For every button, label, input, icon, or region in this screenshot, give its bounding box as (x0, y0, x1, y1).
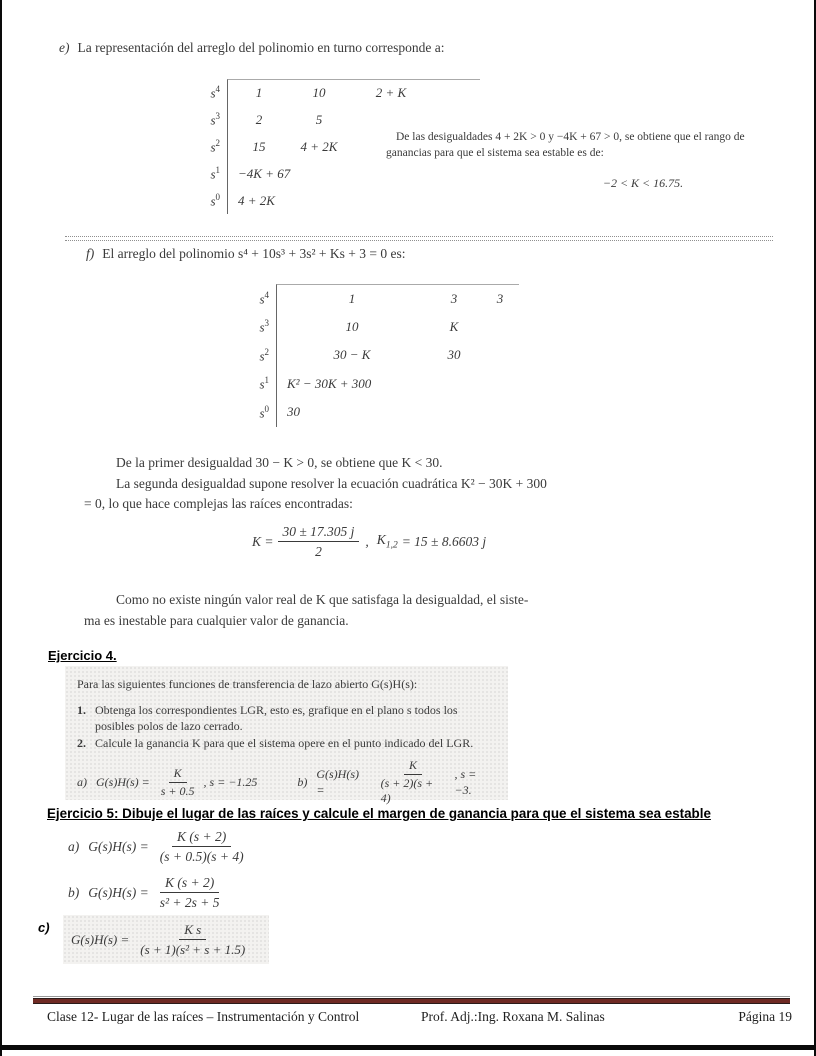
routh-row-label: $s^1$ (210, 164, 220, 182)
routh-row-label: $s^4$ (210, 83, 220, 101)
stability-note-line1: De las desigualdades 4 + 2K > 0 y −4K + 67 > 0, se obtiene que el rango de (396, 131, 745, 143)
ejercicio-4-formulas (77, 758, 496, 806)
fraction: $\frac{K}{s + 0.5}$ (160, 765, 195, 798)
routh-row (243, 341, 519, 370)
equation-rhs: = 15 ± 8.6603 j (401, 533, 487, 549)
ejercicio-5-formula-a: a) G(s)H(s) = $\frac{K (s + 2)}{(s + 0.5)(s + 4)}$ (68, 828, 253, 865)
routh-row-label: $s^2$ (210, 137, 220, 155)
gain-range-result: −2 < K < 16.75. (602, 176, 684, 190)
page-bottom-border (2, 1045, 814, 1050)
section-f-paragraph-1 (84, 453, 547, 515)
fraction: $\frac{\text{K s}}{\text{(s + 1)(s² + s + 1.5)}}$ (140, 922, 246, 957)
section-f-label: f) (86, 246, 95, 261)
operating-point: , s = −3. (454, 766, 477, 797)
routh-row-label: $s^2$ (259, 346, 269, 363)
section-e-intro (59, 40, 445, 56)
routh-row-cells: 10 K (276, 313, 519, 342)
routh-row-cells: K² − 30K + 300 (276, 370, 519, 399)
routh-row-label: $s^1$ (259, 375, 269, 392)
routh-table-f (243, 284, 519, 427)
footer-rule-thin-line (33, 996, 790, 997)
paragraph-line: Como no existe ningún valor real de K que satisfaga la desigualdad, el siste- (116, 592, 529, 607)
equation-lhs: K = (252, 533, 274, 549)
fraction: $\frac{K (s + 2)}{\text{s² + 2s + 5}}$ (159, 875, 220, 910)
footer-professor: Prof. Adj.:Ing. Roxana M. Salinas (421, 1009, 605, 1024)
equation-k-symbol: $K_{1,2}$ (376, 532, 398, 551)
item-text: Calcule la ganancia K para que el sistema opere en el punto indicado del LGR. (95, 735, 474, 750)
routh-row (243, 284, 519, 313)
routh-row-cells: 2 5 (227, 106, 480, 133)
routh-row-label: $s^0$ (210, 191, 220, 209)
routh-row (243, 370, 519, 399)
equation-fraction: $\frac{30 \pm 17.305 j}{2}$ (278, 523, 360, 560)
k-equation (252, 523, 486, 560)
item-text: Obtenga los correspondientes LGR, esto es, grafique en el plano s todos los posibles polos de lazo cerrado. (95, 702, 458, 733)
ejercicio-4-block (65, 666, 508, 805)
routh-row-label: $s^3$ (259, 318, 269, 335)
footer-page-number: Página 19 (738, 1009, 792, 1024)
paragraph-line: De la primer desigualdad 30 − K > 0, se obtiene que K < 30. (116, 455, 443, 470)
routh-row (194, 106, 480, 133)
section-e-intro-text: La representación del arreglo del polinomio en turno corresponde a: (77, 40, 445, 55)
transfer-function-a: a) G(s)H(s) = $\frac{K}{s + 0.5}$ , s = −1.25 (77, 765, 258, 798)
transfer-function-b: b) G(s)H(s) = $\frac{K}{(s + 2)(s + 4)}$ , s = −3. (297, 758, 496, 806)
stability-note-line2: ganancias para que el sistema sea estable es de: (386, 146, 604, 159)
ejercicio-4-heading: Ejercicio 4. (48, 648, 117, 663)
stability-note (386, 130, 786, 161)
routh-row-cells: 30 − K 30 (276, 341, 519, 370)
routh-row (194, 160, 480, 187)
equation-separator: , (365, 533, 369, 549)
routh-row-label: $s^3$ (210, 110, 220, 128)
ejercicio-4-item-1 (77, 702, 496, 735)
ejercicio-5-formula-c-label: c) (38, 920, 50, 935)
routh-row (243, 313, 519, 342)
routh-row-cells: 1 10 2 + K (227, 79, 480, 107)
item-number: 2. (77, 735, 86, 750)
routh-row-cells: 30 (276, 398, 519, 427)
section-f-intro (86, 246, 405, 262)
ejercicio-5-formula-c-block (63, 915, 269, 964)
routh-row (194, 79, 480, 106)
operating-point: , s = −1.25 (203, 774, 258, 789)
routh-row-cells: −4K + 67 (227, 160, 480, 187)
footer-rule (33, 996, 790, 1004)
footer-course-title: Clase 12- Lugar de las raíces – Instrumentación y Control (47, 1009, 360, 1024)
routh-row-cells: 1 3 3 (276, 284, 519, 314)
ejercicio-5-formula-b: b) G(s)H(s) = $\frac{K (s + 2)}{\text{s² + 2s + 5}}$ (68, 874, 229, 911)
section-e-label: e) (59, 40, 70, 55)
footer (47, 1009, 792, 1029)
routh-row-label: $s^0$ (259, 403, 269, 420)
item-number: 1. (77, 702, 86, 717)
ejercicio-5-formula-c: G(s)H(s) = $\frac{\text{K s}}{\text{(s + 1)(s² + s + 1.5)}}$ (71, 921, 261, 958)
fraction: $\frac{K}{(s + 2)(s + 4)}$ (380, 758, 434, 805)
section-divider (65, 236, 773, 241)
routh-row-cells: 4 + 2K (227, 187, 480, 214)
ejercicio-4-item-2 (77, 735, 496, 752)
paragraph-line: ma es inestable para cualquier valor de ganancia. (84, 612, 349, 628)
section-f-intro-text: El arreglo del polinomio s⁴ + 10s³ + 3s² + Ks + 3 = 0 es: (102, 246, 406, 261)
routh-row-label: $s^4$ (259, 289, 269, 306)
routh-row (194, 187, 480, 214)
section-f-paragraph-2 (84, 590, 528, 631)
fraction: $\frac{K (s + 2)}{(s + 0.5)(s + 4)}$ (159, 829, 244, 864)
routh-row-cells: 15 4 + 2K (227, 133, 480, 160)
paragraph-line: = 0, lo que hace complejas las raíces encontradas: (84, 496, 353, 511)
ejercicio-5-heading: Ejercicio 5: Dibuje el lugar de las raíces y calcule el margen de ganancia para que el sistema sea estable (47, 806, 711, 821)
ejercicio-4-intro: Para las siguientes funciones de transferencia de lazo abierto G(s)H(s): (77, 677, 418, 691)
routh-row (243, 398, 519, 427)
footer-rule-maroon-bar (33, 998, 790, 1004)
paragraph-line: La segunda desigualdad supone resolver la ecuación cuadrática K² − 30K + 300 (116, 475, 547, 491)
